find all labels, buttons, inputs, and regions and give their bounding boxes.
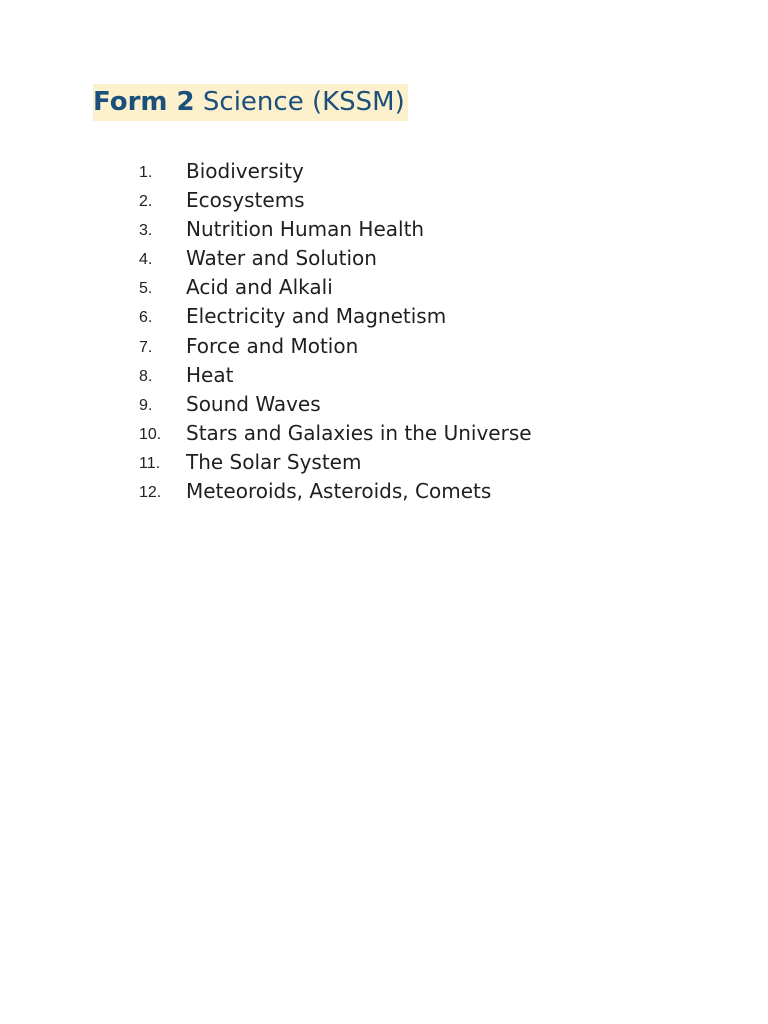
list-item-label: Ecosystems (186, 188, 305, 213)
list-item-label: Nutrition Human Health (186, 217, 425, 242)
list-item-label: Stars and Galaxies in the Universe (186, 420, 532, 445)
list-number: 3. (139, 222, 153, 240)
list-item (0, 448, 700, 477)
list-number: 9. (139, 396, 153, 414)
list-item-label: The Solar System (186, 449, 362, 474)
topic-list (0, 157, 700, 506)
list-number: 4. (139, 251, 153, 269)
list-item (0, 186, 700, 215)
list-item (0, 215, 700, 244)
list-item (0, 302, 700, 331)
list-item (0, 157, 700, 186)
list-number: 8. (139, 367, 153, 385)
list-item-label: Heat (186, 362, 234, 387)
list-item (0, 273, 700, 302)
list-item-label: Meteoroids, Asteroids, Comets (186, 479, 492, 504)
list-item-label: Force and Motion (186, 333, 359, 358)
list-item-label: Sound Waves (186, 391, 321, 416)
list-item (0, 477, 700, 506)
list-number: 10. (139, 425, 162, 443)
list-number: 11. (139, 454, 161, 472)
list-item-label: Water and Solution (186, 246, 377, 271)
title-form: Form 2 (93, 87, 195, 117)
list-number: 7. (139, 338, 153, 356)
list-number: 1. (139, 164, 153, 181)
list-item-label: Acid and Alkali (186, 275, 333, 300)
list-item-label: Electricity and Magnetism (186, 304, 447, 329)
list-item (0, 361, 700, 390)
page-title (93, 84, 408, 121)
list-number: 5. (139, 280, 153, 298)
list-number: 6. (139, 309, 153, 327)
list-item (0, 244, 700, 273)
list-item (0, 332, 700, 361)
list-item-label: Biodiversity (186, 159, 304, 183)
list-item (0, 419, 700, 448)
title-subject: Science (KSSM) (202, 87, 405, 117)
list-number: 2. (139, 193, 153, 211)
list-number: 12. (139, 484, 162, 502)
list-item (0, 390, 700, 419)
